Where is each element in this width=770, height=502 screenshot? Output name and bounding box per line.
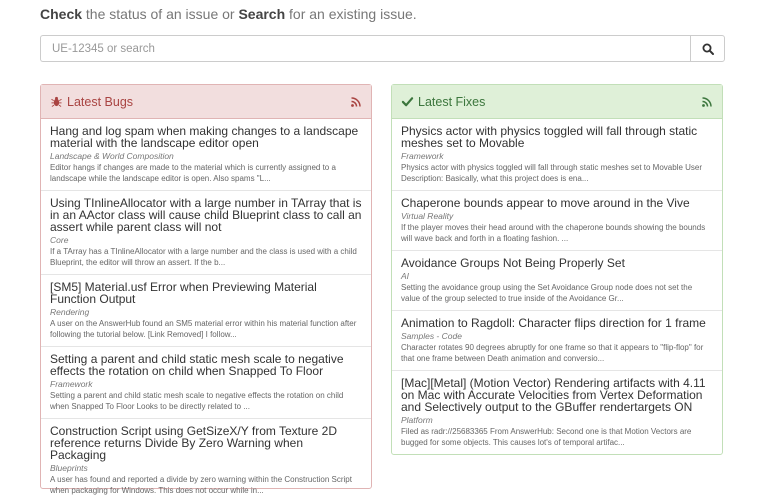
fix-title[interactable]: Chaperone bounds appear to move around in the Vive [401,196,690,210]
latest-fixes-title: Latest Fixes [418,94,486,109]
fix-category: Virtual Reality [401,211,454,221]
search-button[interactable] [690,35,725,62]
fix-item[interactable] [392,251,722,311]
bug-description: Editor hangs if changes are made to the material which is currently assigned to a landscape while the landscape editor is open. Also spams "L... [50,163,336,183]
fix-category: Samples - Code [401,331,462,341]
bug-item[interactable] [41,275,371,347]
fix-title[interactable]: Avoidance Groups Not Being Properly Set [401,256,625,270]
intro-text-2: for an existing issue. [285,6,417,22]
bug-icon [51,96,62,107]
bug-description: Setting a parent and child static mesh scale to negative effects the rotation on child when Snapped To Floor Looks to be directly related to ... [50,391,344,411]
bug-title[interactable]: Construction Script using GetSizeX/Y from Texture 2D reference returns Divide By Zero Warning when Packaging [50,424,338,462]
fix-description: Character rotates 90 degrees abruptly for one frame so that it appears to "flip-flop" for that one frame between Death animation and conversio... [401,343,704,363]
fix-description: If the player moves their head around with the chaperone bounds showing the bounds will wave back and forth in a floating fashion. ... [401,223,706,243]
fix-title[interactable]: [Mac][Metal] (Motion Vector) Rendering artifacts with 4.11 on Mac with Accurate Velocities from Vertex Deformation and Selectively output to the GBuffer rendertargets ON [401,376,706,414]
bug-category: Blueprints [50,463,88,473]
fix-description: Filed as radr://25683365 From AnswerHub: Second one is that Motion Vectors are bugged for some objects. This causes lot's of temporal artifac... [401,427,692,447]
search-input[interactable] [40,35,690,62]
check-icon [402,96,413,107]
fix-item[interactable] [392,119,722,191]
fix-category: Platform [401,415,433,425]
bug-description: A user on the AnswerHub found an SM5 material error within his material function after following the tutorial below. [Link Removed] I follow... [50,319,357,339]
fix-description: Physics actor with physics toggled will fall through static meshes set to Movable User Description: Basically, what this project does is ena... [401,163,703,183]
bug-title[interactable]: Setting a parent and child static mesh scale to negative effects the rotation on child when Snapped To Floor [50,352,344,378]
fix-item[interactable] [392,191,722,251]
rss-icon[interactable] [351,97,361,107]
latest-bugs-title: Latest Bugs [67,94,134,109]
fix-title[interactable]: Animation to Ragdoll: Character flips direction for 1 frame [401,316,706,330]
page-intro [40,6,417,22]
latest-bugs-panel [40,84,372,495]
search-icon [702,43,714,55]
bug-description: A user has found and reported a divide by zero warning within the Construction Script when packaging for Windows. This does not occur while in... [50,475,352,495]
bug-title[interactable]: Using TInlineAllocator with a large number in TArray that is in an AActor class will cause child Blueprint class to call an assert while parent class will not [50,196,362,234]
search-bar [40,35,725,62]
bug-category: Core [50,235,69,245]
bug-item[interactable] [41,347,371,419]
fix-title[interactable]: Physics actor with physics toggled will fall through static meshes set to Movable [401,124,698,150]
latest-fixes-panel [391,84,723,455]
fix-category: Framework [401,151,444,161]
bug-item[interactable] [41,191,371,275]
fix-item[interactable] [392,311,722,371]
fix-description: Setting the avoidance group using the Set Avoidance Group node does not set the value of the group selected to true inside of the Avoidance Gr... [401,283,693,303]
bug-item[interactable] [41,419,371,502]
intro-search: Search [238,6,286,22]
latest-fixes-header [392,85,722,119]
intro-check: Check [40,6,83,22]
latest-bugs-header [41,85,371,119]
intro-text-1: the status of an issue or [82,6,239,22]
bug-description: If a TArray has a TInlineAllocator with a large number and the class is used with a child Blueprint, the editor will throw an assert. If the b... [50,247,357,267]
bug-category: Landscape & World Composition [50,151,174,161]
fix-item[interactable] [392,371,722,454]
bug-category: Rendering [50,307,90,317]
fix-category: AI [401,271,410,281]
rss-icon[interactable] [702,97,712,107]
bug-title[interactable]: Hang and log spam when making changes to a landscape material with the landscape editor open [50,124,359,150]
bug-category: Framework [50,379,93,389]
bug-item[interactable] [41,119,371,191]
bug-title[interactable]: [SM5] Material.usf Error when Previewing Material Function Output [50,280,317,306]
